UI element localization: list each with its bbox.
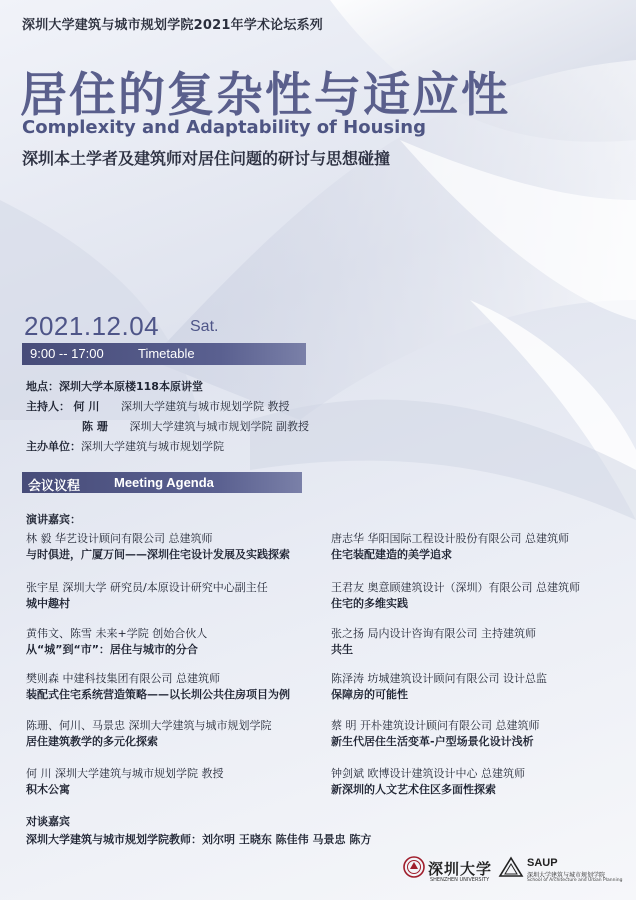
event-date: 2021.12.04 bbox=[24, 311, 160, 341]
organizer-label: 主办单位： bbox=[26, 440, 81, 453]
left-topic-6: 积木公寓 bbox=[26, 783, 70, 796]
left-speaker-4: 樊则森 中建科技集团有限公司 总建筑师 bbox=[26, 672, 220, 685]
agenda-label-chinese: 会议议程 bbox=[28, 479, 81, 494]
forum-series-title: 深圳大学建筑与城市规划学院2021年学术论坛系列 bbox=[22, 18, 323, 33]
saup-logo-name: SAUP bbox=[527, 857, 558, 869]
left-speaker-1: 林 毅 华艺设计顾问有限公司 总建筑师 bbox=[26, 532, 213, 545]
szu-logo-english: SHENZHEN UNIVERSITY bbox=[430, 877, 490, 883]
right-topic-4: 保障房的可能性 bbox=[331, 688, 408, 701]
right-speaker-3: 张之扬 局内设计咨询有限公司 主持建筑师 bbox=[331, 627, 536, 640]
host-label: 主持人： bbox=[26, 400, 70, 413]
dialogue-guests-label: 对谈嘉宾 bbox=[26, 815, 70, 828]
saup-logo-icon bbox=[498, 856, 524, 880]
venue-label: 地点： bbox=[26, 380, 59, 393]
event-time: 9:00 -- 17:00 bbox=[30, 346, 104, 361]
right-topic-6: 新深圳的人文艺术住区多面性探索 bbox=[331, 783, 496, 796]
left-speaker-2: 张宇星 深圳大学 研究员/本原设计研究中心副主任 bbox=[26, 581, 268, 594]
right-topic-1: 住宅装配建造的美学追求 bbox=[331, 548, 452, 561]
right-speaker-4: 陈泽涛 坊城建筑设计顾问有限公司 设计总监 bbox=[331, 672, 547, 685]
left-topic-2: 城中趣村 bbox=[26, 597, 70, 610]
left-topic-1: 与时俱进，广厦万间——深圳住宅设计发展及实践探索 bbox=[26, 548, 290, 561]
left-speaker-5: 陈珊、何川、马景忠 深圳大学建筑与城市规划学院 bbox=[26, 719, 272, 732]
dialogue-guests: 深圳大学建筑与城市规划学院教师：刘尔明 王晓东 陈佳伟 马景忠 陈方 bbox=[26, 833, 372, 846]
right-topic-5: 新生代居住生活变革-户型场景化设计浅析 bbox=[331, 735, 534, 748]
subtitle: 深圳本土学者及建筑师对居住问题的研讨与思想碰撞 bbox=[22, 149, 391, 168]
left-topic-4: 装配式住宅系统营造策略——以长圳公共住房项目为例 bbox=[26, 688, 290, 701]
right-speaker-5: 蔡 明 开朴建筑设计顾问有限公司 总建筑师 bbox=[331, 719, 540, 732]
right-speaker-2: 王君友 奥意顾建筑设计（深圳）有限公司 总建筑师 bbox=[331, 581, 580, 594]
left-topic-3: 从“城”到“市”：居住与城市的分合 bbox=[26, 643, 198, 656]
szu-seal-icon bbox=[403, 856, 425, 878]
timetable-bar bbox=[22, 343, 306, 365]
organizer-value: 深圳大学建筑与城市规划学院 bbox=[81, 440, 224, 453]
left-speaker-6: 何 川 深圳大学建筑与城市规划学院 教授 bbox=[26, 767, 224, 780]
right-topic-2: 住宅的多维实践 bbox=[331, 597, 408, 610]
host1-name: 何 川 bbox=[73, 400, 100, 413]
event-day: Sat. bbox=[190, 318, 219, 335]
organizer-row bbox=[26, 438, 224, 454]
host-row-1 bbox=[26, 398, 290, 414]
venue-value: 深圳大学本原楼118本原讲堂 bbox=[59, 380, 203, 393]
right-topic-3: 共生 bbox=[331, 643, 353, 656]
timetable-label: Timetable bbox=[138, 346, 195, 361]
host2-name: 陈 珊 bbox=[82, 420, 108, 433]
speakers-label: 演讲嘉宾： bbox=[26, 513, 81, 526]
host1-title: 深圳大学建筑与城市规划学院 教授 bbox=[121, 400, 290, 413]
saup-logo-english: School of Architecture and Urban Planning bbox=[527, 878, 623, 883]
meeting-agenda-bar bbox=[22, 472, 302, 493]
right-speaker-1: 唐志华 华阳国际工程设计股份有限公司 总建筑师 bbox=[331, 532, 569, 545]
szu-logo-text: 深圳大学 bbox=[428, 860, 493, 878]
left-topic-5: 居住建筑教学的多元化探索 bbox=[26, 735, 158, 748]
saup-logo-chinese: 深圳大学建筑与城市规划学院 bbox=[527, 872, 606, 879]
right-speaker-6: 钟剑斌 欧博设计建筑设计中心 总建筑师 bbox=[331, 767, 525, 780]
agenda-label-english: Meeting Agenda bbox=[114, 475, 214, 490]
main-title-english: Complexity and Adaptability of Housing bbox=[22, 117, 426, 138]
left-speaker-3: 黄伟文、陈雪 未来+学院 创始合伙人 bbox=[26, 627, 208, 640]
main-title-chinese: 居住的复杂性与适应性 bbox=[20, 68, 510, 123]
host2-title: 深圳大学建筑与城市规划学院 副教授 bbox=[129, 420, 309, 433]
venue-row bbox=[26, 378, 203, 394]
host-row-2 bbox=[82, 418, 309, 434]
